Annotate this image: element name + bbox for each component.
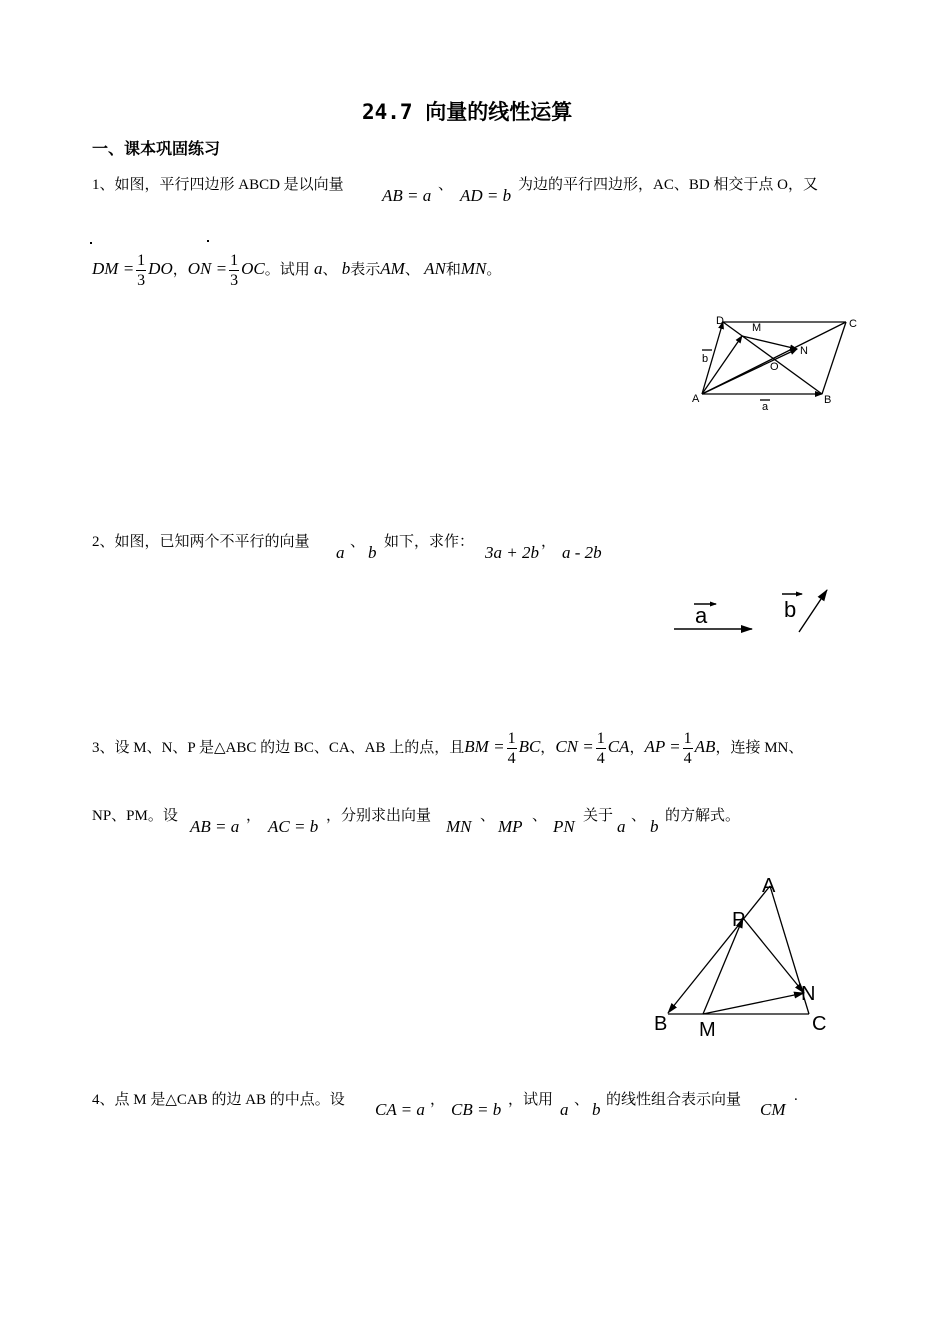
diagonal-bd	[723, 322, 822, 394]
label-a: A	[692, 393, 700, 405]
triangle-figure	[646, 872, 836, 1044]
page-title: 24.7 向量的线性运算	[362, 100, 573, 124]
q1-dm-lhs: DM =	[92, 259, 135, 278]
q3-text-line2: NP、PM。设	[92, 808, 178, 824]
label-b: B	[654, 1013, 668, 1035]
q1-expr-ad: AD = b	[460, 186, 512, 205]
parallelogram-figure	[684, 308, 864, 418]
q2-var-b: b	[368, 543, 377, 562]
label-b-vector: b	[702, 353, 709, 365]
q4-expr-ca: CA = a	[375, 1100, 425, 1119]
label-d: D	[716, 315, 724, 327]
label-n: N	[800, 345, 808, 357]
q1-on-lhs: ON =	[187, 259, 228, 278]
label-a: a	[695, 603, 708, 628]
label-o: O	[770, 361, 779, 373]
q3-expr-ac: AC = b	[268, 817, 319, 836]
q3-line-1: 3、设 M、N、P 是△ABC 的边 BC、CA、AB 上的点，且BM = $\frac{1}{4}$ BC，CN = $\frac{1}{4}$ CA，AP = $\frac{1}{4}$ AB，连接 MN、	[92, 729, 804, 767]
vector-an-line	[702, 349, 797, 394]
vector-b-line	[799, 590, 827, 632]
q1-var-a: a	[313, 259, 323, 278]
q3-expr-ab: AB = a	[190, 817, 240, 836]
q3-var-a: a	[617, 817, 626, 836]
q1-var-b: b	[341, 259, 351, 278]
q2-expr-2: a - 2b	[562, 543, 602, 562]
q3-mp: MP	[498, 817, 523, 836]
q2-text-a: 2、如图，已知两个不平行的向量	[92, 534, 310, 550]
q4-var-b: b	[592, 1100, 601, 1119]
q2-text-b: 如下，求作：	[384, 534, 475, 550]
q1-text-mid: 。试用	[264, 262, 310, 278]
fraction-one-third: $\frac{1}{3}$	[230, 251, 239, 289]
q4-var-a: a	[560, 1100, 569, 1119]
label-b: b	[784, 597, 797, 622]
vector-am-line	[702, 336, 742, 394]
q1-mn: MN	[460, 259, 487, 278]
q1-expr-ab: AB = a	[382, 186, 432, 205]
q1-am: AM	[380, 259, 405, 278]
q4-cm: CM	[760, 1100, 786, 1119]
q1-text-a: 1、如图，平行四边形 ABCD 是以向量	[92, 177, 344, 193]
vector-mn-line	[703, 993, 804, 1014]
q1-on-rhs: OC	[241, 259, 265, 278]
fraction-one-quarter: $\frac{1}{4}$	[683, 729, 692, 767]
q1-dm-rhs: DO	[148, 259, 173, 278]
label-m: M	[752, 322, 762, 334]
q3-var-b: b	[650, 817, 659, 836]
vector-mp-line	[703, 918, 743, 1014]
q4-text-a: 4、点 M 是△CAB 的边 AB 的中点。设	[92, 1092, 345, 1108]
fraction-one-third: $\frac{1}{3}$	[137, 251, 146, 289]
label-a-vector: a	[762, 401, 769, 413]
label-m: M	[699, 1019, 716, 1041]
vector-ab-line	[668, 886, 770, 1013]
vector-dot-mark	[90, 242, 92, 244]
vector-pn-line	[743, 918, 804, 993]
q2-expr-1: 3a + 2b	[485, 543, 539, 562]
q1-text-b: 为边的平行四边形，AC、BD 相交于点 O，又	[518, 177, 819, 193]
q1-sep: 、	[438, 177, 454, 193]
label-c: C	[812, 1013, 827, 1035]
q1-comma: ，	[172, 262, 188, 278]
q3-text-a: 3、设 M、N、P 是△ABC 的边 BC、CA、AB 上的点，且	[92, 740, 465, 756]
label-p: P	[732, 909, 746, 931]
q1-formula-line: DM = $\frac{1}{3}$ DO，ON = $\frac{1}{3}$ OC。试用 a、 b表示AM、 AN和MN。	[92, 251, 502, 289]
q2-var-a: a	[336, 543, 345, 562]
q3-pn: PN	[553, 817, 575, 836]
vector-dot-mark	[207, 240, 209, 242]
label-n: N	[801, 983, 816, 1005]
q4-expr-cb: CB = b	[451, 1100, 502, 1119]
label-c: C	[849, 318, 857, 330]
vectors-figure	[666, 586, 842, 642]
section-heading: 一、课本巩固练习	[92, 139, 221, 158]
q1-an: AN	[424, 259, 446, 278]
label-a: A	[762, 875, 776, 897]
q3-mn: MN	[446, 817, 472, 836]
fraction-one-quarter: $\frac{1}{4}$	[507, 729, 516, 767]
fraction-one-quarter: $\frac{1}{4}$	[596, 729, 605, 767]
label-b: B	[824, 394, 832, 406]
